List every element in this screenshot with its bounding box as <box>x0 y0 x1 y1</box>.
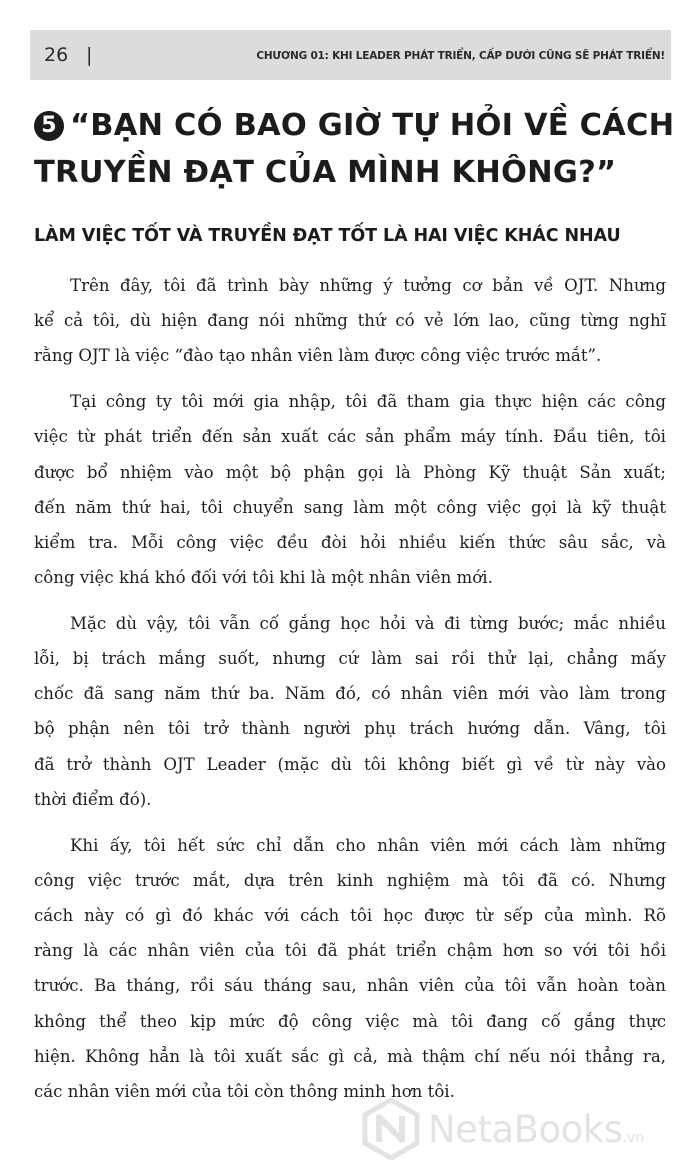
publisher-watermark <box>362 1096 692 1166</box>
section-title-line-2: TRUYỀN ĐẠT CỦA MÌNH KHÔNG?” <box>34 155 617 190</box>
paragraph-line: Mặc dù vậy, tôi vẫn cố gắng học hỏi và đi từng bước; mắc nhiều <box>70 613 666 633</box>
paragraph-line: đã trở thành OJT Leader (mặc dù tôi không biết gì về từ này vào <box>34 754 666 774</box>
page-number: 26 <box>44 44 69 66</box>
paragraph-line: công việc trước mắt, dựa trên kinh nghiệm mà tôi đã có. Nhưng <box>34 870 666 890</box>
paragraph-line: kể cả tôi, dù hiện đang nói những thứ có vẻ lớn lao, cũng từng nghĩ <box>34 311 666 331</box>
paragraph-line: công việc khá khó đối với tôi khi là một nhân viên mới. <box>34 568 493 588</box>
paragraph-line: lỗi, bị trách mắng suốt, nhưng cứ làm sai rồi thử lại, chẳng mấy <box>34 649 666 669</box>
paragraph-line: rằng OJT là việc “đào tạo nhân viên làm được công việc trước mắt”. <box>34 346 602 366</box>
paragraph <box>34 828 666 1110</box>
paragraph-line: cách này có gì đó khác với cách tôi học được từ sếp của mình. Rõ <box>34 905 666 925</box>
header-separator: | <box>86 44 93 66</box>
section-title-line-1: “BẠN CÓ BAO GIỜ TỰ HỎI VỀ CÁCH <box>70 108 675 143</box>
paragraph-line: kiểm tra. Mỗi công việc đều đòi hỏi nhiều kiến thức sâu sắc, và <box>34 532 666 552</box>
paragraph-line: Khi ấy, tôi hết sức chỉ dẫn cho nhân viên mới cách làm những <box>70 835 666 855</box>
running-header <box>30 30 671 80</box>
paragraph-line: các nhân viên mới của tôi còn thông minh hơn tôi. <box>34 1081 455 1101</box>
netabooks-logo-icon <box>362 1098 420 1160</box>
paragraph-line: đến năm thứ hai, tôi chuyển sang làm một công việc gọi là kỹ thuật <box>34 497 666 517</box>
section-heading-line <box>34 102 674 149</box>
watermark-suffix: .vn <box>622 1130 645 1146</box>
paragraph-line: việc từ phát triển đến sản xuất các sản phẩm máy tính. Đầu tiên, tôi <box>34 427 666 447</box>
paragraph-line: hiện. Không hẳn là tôi xuất sắc gì cả, mà thậm chí nếu nói thẳng ra, <box>34 1046 666 1066</box>
paragraph-line: chốc đã sang năm thứ ba. Năm đó, có nhân viên mới vào làm trong <box>34 684 666 704</box>
paragraph-line: trước. Ba tháng, rồi sáu tháng sau, nhân viên của tôi vẫn hoàn toàn <box>34 976 666 996</box>
paragraph-line: bộ phận nên tôi trở thành người phụ trách hướng dẫn. Vâng, tôi <box>34 719 666 739</box>
paragraph-line: Tại công ty tôi mới gia nhập, tôi đã tham gia thực hiện các công <box>70 392 666 412</box>
paragraph-line: thời điểm đó). <box>34 789 152 809</box>
paragraph-line: Trên đây, tôi đã trình bày những ý tưởng cơ bản về OJT. Nhưng <box>70 276 666 295</box>
section-heading <box>34 102 674 196</box>
paragraph <box>34 606 666 817</box>
paragraph <box>34 268 666 374</box>
section-number-badge: 5 <box>34 111 64 141</box>
paragraph-line: được bổ nhiệm vào một bộ phận gọi là Phòng Kỹ thuật Sản xuất; <box>34 462 666 482</box>
section-subheading: LÀM VIỆC TỐT VÀ TRUYỀN ĐẠT TỐT LÀ HAI VIỆC KHÁC NHAU <box>34 226 621 246</box>
chapter-title: CHƯƠNG 01: KHI LEADER PHÁT TRIỂN, CẤP DƯỚI CŨNG SẼ PHÁT TRIỂN! <box>256 50 665 62</box>
paragraph <box>34 384 666 595</box>
paragraph-line: không thể theo kịp mức độ công việc mà tôi đang cố gắng thực <box>34 1011 666 1031</box>
watermark-text <box>428 1110 644 1158</box>
body-text <box>34 268 666 1120</box>
watermark-brand: NetaBooks <box>428 1108 623 1151</box>
paragraph-line: ràng là các nhân viên của tôi đã phát triển chậm hơn so với tôi hồi <box>34 941 666 961</box>
